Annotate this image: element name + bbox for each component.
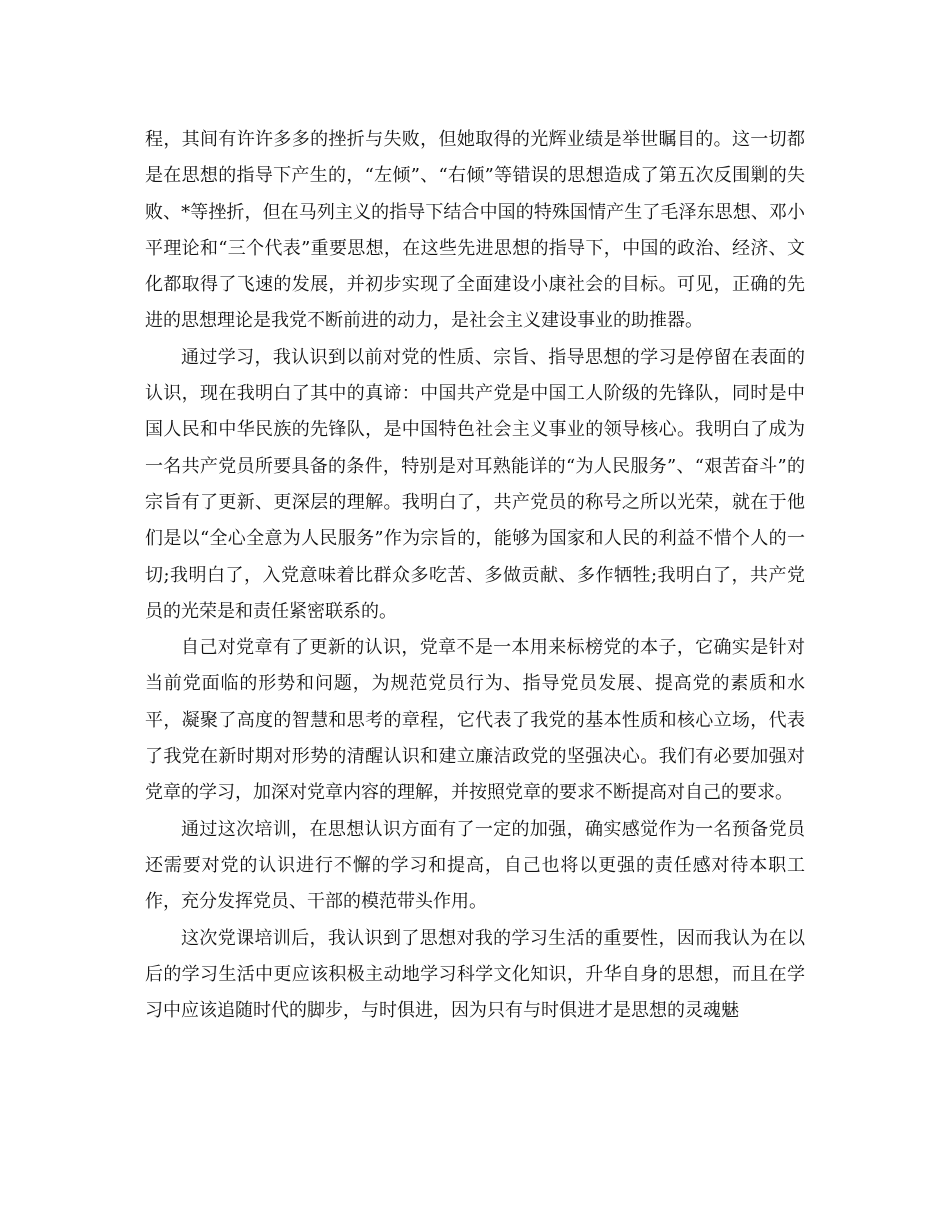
paragraph-3: 自己对党章有了更新的认识，党章不是一本用来标榜党的本子，它确实是针对当前党面临的形势和问题，为规范党员行为、指导党员发展、提高党的素质和水平，凝聚了高度的智慧和思考的章程，它代表了我党的基本性质和核心立场，代表了我党在新时期对形势的清醒认识和建立廉洁政党的坚强决心。我们有必要加强对党章的学习，加深对党章内容的理解，并按照党章的要求不断提高对自己的要求。 — [145, 637, 805, 804]
paragraph-5: 这次党课培训后，我认识到了思想对我的学习生活的重要性，因而我认为在以后的学习生活中更应该积极主动地学习科学文化知识，升华自身的思想，而且在学习中应该追随时代的脚步，与时俱进，因为只有与时俱进才是思想的灵魂魅 — [145, 927, 805, 1022]
paragraph-4: 通过这次培训，在思想认识方面有了一定的加强，确实感觉作为一名预备党员还需要对党的认识进行不懈的学习和提高，自己也将以更强的责任感对待本职工作，充分发挥党员、干部的模范带头作用。 — [145, 818, 805, 913]
paragraph-2: 通过学习，我认识到以前对党的性质、宗旨、指导思想的学习是停留在表面的认识，现在我明白了其中的真谛：中国共产党是中国工人阶级的先锋队，同时是中国人民和中华民族的先锋队，是中国特色社会主义事业的领导核心。我明白了成为一名共产党员所要具备的条件，特别是对耳熟能详的“为人民服务”、“艰苦奋斗”的宗旨有了更新、更深层的理解。我明白了，共产党员的称号之所以光荣，就在于他们是以“全心全意为人民服务”作为宗旨的，能够为国家和人民的利益不惜个人的一切;我明白了，入党意味着比群众多吃苦、多做贡献、多作牺牲;我明白了，共产党员的光荣是和责任紧密联系的。 — [145, 346, 805, 622]
paragraph-1: 程，其间有许许多多的挫折与失败，但她取得的光辉业绩是举世瞩目的。这一切都是在思想的指导下产生的，“左倾”、“右倾”等错误的思想造成了第五次反围剿的失败、*等挫折，但在马列主义的指导下结合中国的特殊国情产生了毛泽东思想、邓小平理论和“三个代表”重要思想，在这些先进思想的指导下，中国的政治、经济、文化都取得了飞速的发展，并初步实现了全面建设小康社会的目标。可见，正确的先进的思想理论是我党不断前进的动力，是社会主义建设事业的助推器。 — [145, 129, 805, 332]
document-body — [145, 122, 805, 1029]
